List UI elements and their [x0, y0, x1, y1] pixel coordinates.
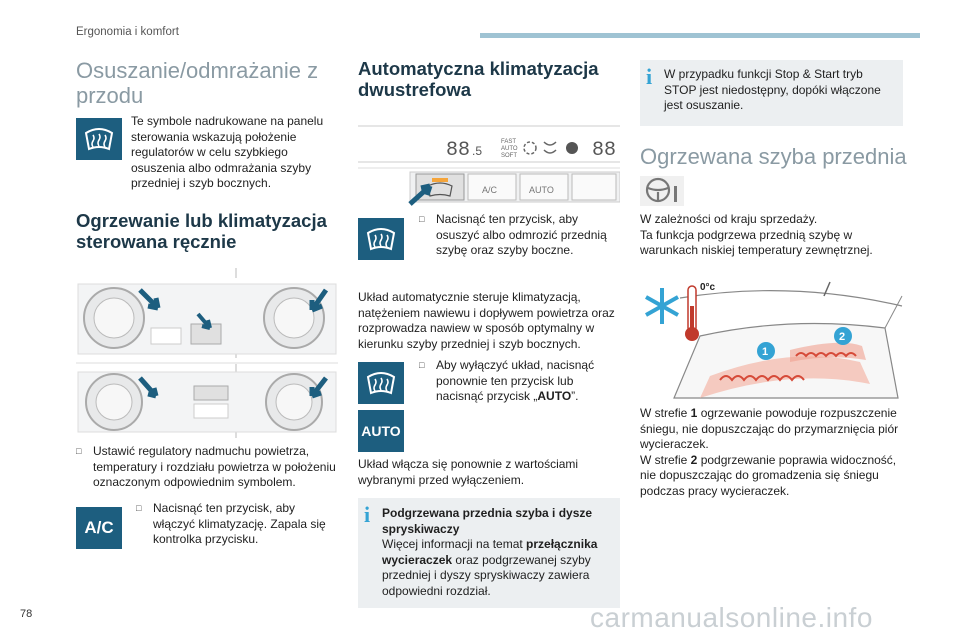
- steering-wheel-icon: [640, 176, 684, 206]
- auto-climate-title: Automatyczna klimatyzacja dwustrefowa: [358, 58, 599, 100]
- heated-windscreen-title: Ogrzewana szyba przednia: [640, 144, 907, 169]
- windscreen-illustration: [640, 276, 904, 404]
- stop-start-note: [640, 60, 903, 126]
- auto-button-icon: [358, 410, 404, 452]
- auto-defrost-icon-2: [358, 362, 404, 404]
- zone1-pre: W strefie: [640, 406, 691, 420]
- section-header: Ergonomia i komfort: [76, 26, 179, 38]
- zone-badge-1: 1: [762, 346, 769, 358]
- note-bold: przełącznika wycieraczek: [382, 537, 598, 567]
- heated-intro: [640, 212, 905, 259]
- auto-icon-label: AUTO: [361, 423, 401, 439]
- zone2-num: 2: [690, 452, 698, 467]
- svg-text:88: 88: [592, 139, 617, 162]
- note-post: oraz podgrzewanej szyby przedniej i dyszy spryskiwaczy zawiera odpowiedni rozdział.: [382, 552, 591, 598]
- auto-defrost-icon: [358, 218, 404, 260]
- stop-start-note-text: W przypadku funkcji Stop & Start tryb STOP jest niedostępny, dopóki włączone jest osuszanie.: [664, 67, 881, 112]
- info-icon: i: [364, 502, 371, 527]
- svg-text:FAST: FAST: [501, 139, 517, 145]
- page-number: 78: [20, 608, 33, 620]
- svg-text:A/C: A/C: [482, 185, 498, 195]
- windscreen-defrost-icon: [76, 118, 122, 160]
- temperature-label: 0°c: [700, 282, 716, 293]
- zone1-num: 1: [690, 406, 698, 420]
- manual-bullet-1: [76, 444, 338, 491]
- watermark: carmanualsonline.info: [590, 602, 873, 633]
- manual-bullet-2: [136, 501, 338, 548]
- svg-text:.5: .5: [472, 144, 483, 158]
- svg-text:AUTO: AUTO: [529, 185, 554, 195]
- manual-bullet-2-text: Nacisnąć ten przycisk, aby włączyć klimatyzację. Zapala się kontrolka przycisku.: [153, 501, 326, 546]
- auto-bullet-1-text: Nacisnąć ten przycisk, aby osuszyć albo odmrozić przednią szybę oraz szyby boczne.: [436, 212, 607, 257]
- header-bar: [480, 33, 920, 38]
- defrost-title: Osuszanie/odmrażanie z przodu: [76, 58, 319, 108]
- auto-bullet-2-post: ”.: [571, 389, 579, 403]
- ac-icon-label: A/C: [84, 518, 114, 537]
- auto-bullet-2-pre: Aby wyłączyć układ, nacisnąć ponownie ten przycisk lub nacisnąć przycisk „: [436, 358, 595, 403]
- symbol-description: Te symbole nadrukowane na panelu sterowania wskazują położenie regulatorów w celu szybkiego osuszenia albo odmrażania szyby przedniej i szyb bocznych.: [131, 114, 324, 190]
- auto-bullet-2: [419, 358, 620, 405]
- manual-climate-title: Ogrzewanie lub klimatyzacja sterowana ręcznie: [76, 210, 327, 252]
- auto-bullet-2-bold: AUTO: [537, 389, 572, 403]
- bullet-marker: □: [136, 503, 142, 513]
- svg-text:AUTO: AUTO: [501, 146, 518, 152]
- svg-text:SOFT: SOFT: [501, 153, 517, 159]
- zone-description: [640, 406, 905, 499]
- zone2-post: podgrzewanie poprawia widoczność, nie dopuszczając do gromadzenia się śniegu podczas pracy wycieraczek.: [640, 452, 897, 498]
- manual-panel-illustration: [76, 268, 338, 438]
- bullet-marker: □: [419, 360, 425, 370]
- zone1-post: ogrzewanie powoduje rozpuszczenie śniegu, nie dopuszczając do przymarznięcia piór wycieraczek.: [640, 406, 899, 451]
- heated-intro-line2: Ta funkcja podgrzewa przednią szybę w warunkach niskiej temperatury zewnętrznej.: [640, 227, 873, 257]
- ac-button-icon: [76, 507, 122, 549]
- auto-panel-illustration: [358, 122, 620, 214]
- auto-bullet-1: [419, 212, 620, 259]
- note-pre: Więcej informacji na temat: [382, 537, 527, 551]
- zone-badge-2: 2: [839, 331, 846, 343]
- bullet-marker: □: [76, 446, 82, 456]
- auto-description: Układ automatycznie steruje klimatyzacją, natężeniem nawiewu i dopływem powietrza oraz rozprowadza nawiew w sposób optymalny w kierunku szyby przedniej i szyb bocznych.: [358, 290, 615, 351]
- note-title: Podgrzewana przednia szyba i dysze spryskiwaczy: [382, 506, 593, 536]
- wiper-info-note: [358, 498, 620, 608]
- panel-display-left: 88: [446, 139, 471, 162]
- zone2-pre: W strefie: [640, 452, 691, 467]
- manual-bullet-1-text: Ustawić regulatory nadmuchu powietrza, temperatury i rozdziału powietrza w położeniu oznaczonym odpowiednim symbolem.: [93, 444, 336, 489]
- info-icon: i: [646, 64, 653, 89]
- bullet-marker: □: [419, 214, 425, 224]
- heated-intro-line1: W zależności od kraju sprzedaży.: [640, 212, 818, 226]
- auto-restart-text: Układ włącza się ponownie z wartościami wybranymi przed wyłączeniem.: [358, 457, 579, 487]
